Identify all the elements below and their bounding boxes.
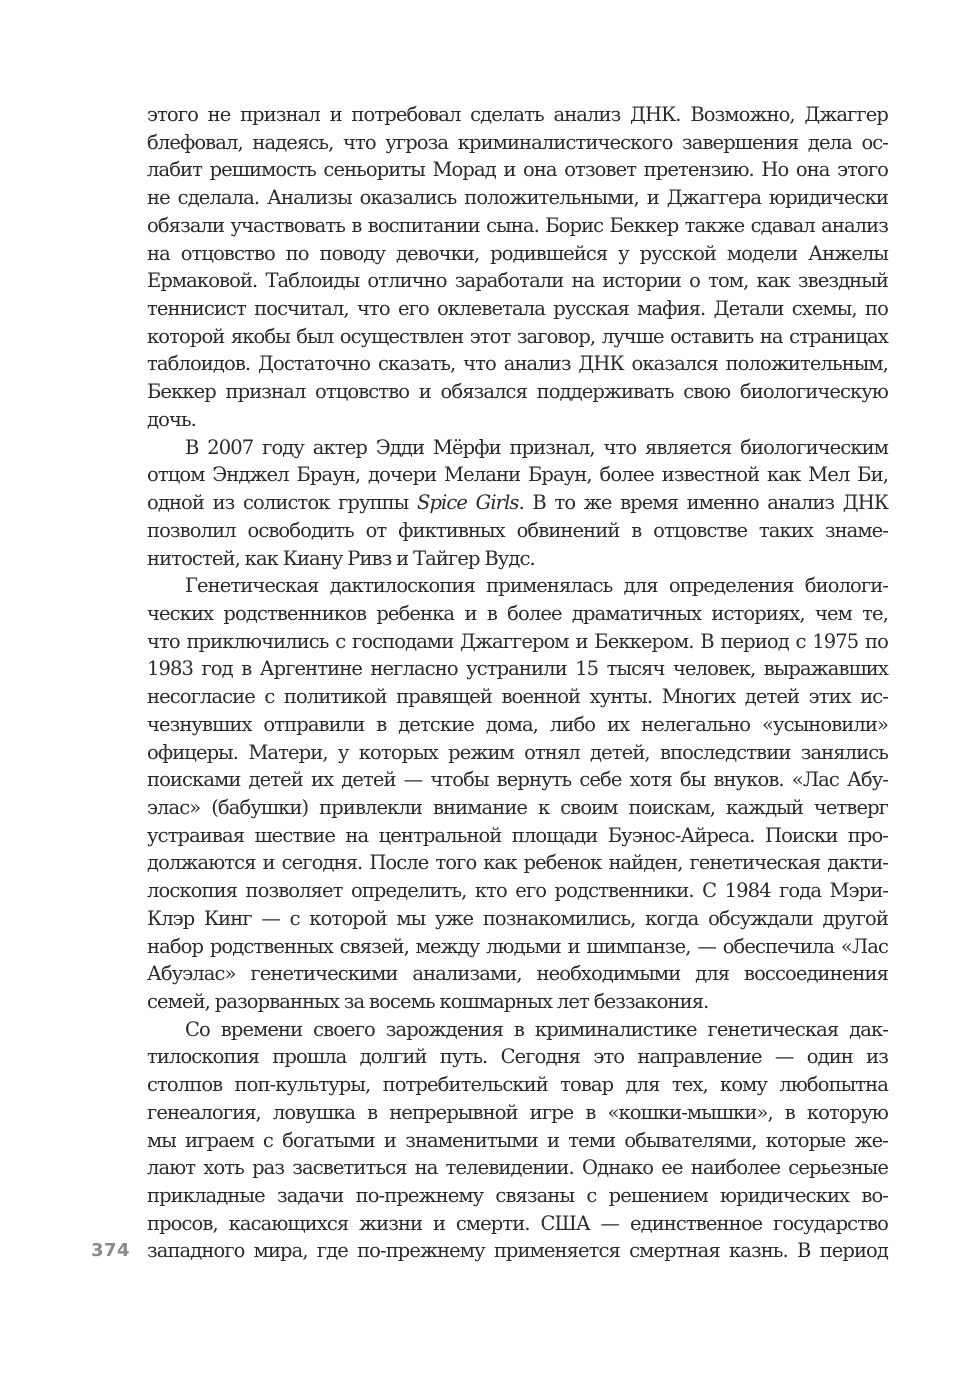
paragraph-4 [147, 1016, 888, 1265]
text-line: чезнувших отправили в детские дома, либо их нелегально «усыновили» [147, 712, 888, 736]
text-line: должаются и сегодня. После того как ребенок найден, генетическая дакти- [147, 851, 888, 875]
text-line: поисками детей их детей — чтобы вернуть себе хотя бы внуков. «Лас Абу- [147, 768, 888, 792]
text-line: столпов поп-культуры, потребительский товар для тех, кому любопытна [147, 1073, 888, 1097]
text-line: на отцовство по поводу девочки, родившейся у русской модели Анжелы [147, 241, 888, 265]
text-line: несогласие с политикой правящей военной хунты. Многих детей этих ис- [147, 685, 888, 709]
paragraph-2 [147, 434, 888, 573]
text-line: устраивая шествие на центральной площади Буэнос-Айреса. Поиски про- [147, 823, 888, 847]
text-line: набор родственных связей, между людьми и шимпанзе, — обеспечила «Лас [147, 934, 888, 958]
text-line: генеалогия, ловушка в непрерывной игре в «кошки-мышки», в которую [147, 1100, 888, 1124]
text-line: Со времени своего зарождения в криминалистике генетическая дак- [185, 1017, 888, 1041]
text-line: Абуэлас» генетическими анализами, необходимыми для воссоединения [147, 962, 888, 986]
text-line: Клэр Кинг — с которой мы уже познакомились, когда обсуждали другой [147, 906, 888, 930]
text-line: которой якобы был осуществлен этот заговор, лучше оставить на страницах [147, 324, 888, 348]
text-line: лоскопия позволяет определить, кто его родственники. С 1984 года Мэри- [147, 879, 888, 903]
text-line: 1983 год в Аргентине негласно устранили 15 тысяч человек, выражавших [147, 657, 888, 681]
text-line: офицеры. Матери, у которых режим отнял детей, впоследствии занялись [147, 740, 888, 764]
text-line: не сделала. Анализы оказались положительными, и Джаггера юридически [147, 186, 888, 210]
text-line: отцом Энджел Браун, дочери Мелани Браун, более известной как Мел Би, [147, 463, 888, 487]
text-line: этого не признал и потребовал сделать анализ ДНК. Возможно, Джаггер [147, 103, 888, 126]
text-segment: одной из солисток группы [147, 491, 417, 515]
text-line: блефовал, надеясь, что угроза криминалистического завершения дела ос- [147, 130, 888, 154]
text-line: В 2007 году актер Эдди Мёрфи признал, что является биологическим [185, 435, 888, 459]
text-line: мы играем с богатыми и знаменитыми и теми обывателями, которые же- [147, 1128, 888, 1152]
text-line: просов, касающихся жизни и смерти. США — единственное государство [147, 1211, 888, 1235]
text-line: Ермаковой. Таблоиды отлично заработали на истории о том, как звездный [147, 269, 888, 293]
text-line: лабит решимость сеньориты Морад и она отзовет претензию. Но она этого [147, 158, 888, 182]
text-line: обязали участвовать в воспитании сына. Борис Беккер также сдавал анализ [147, 213, 888, 237]
paragraph-1 [147, 101, 888, 434]
text-line: западного мира, где по-прежнему применяется смертная казнь. В период [147, 1239, 888, 1263]
text-line: таблоидов. Достаточно сказать, что анализ ДНК оказался положительным, [147, 352, 888, 376]
paragraph-3 [147, 572, 888, 1016]
text-line: нитостей, как Киану Ривз и Тайгер Вудс. [147, 546, 535, 570]
text-line: ческих родственников ребенка и в более драматичных историях, чем те, [147, 601, 888, 625]
text-line: тилоскопия прошла долгий путь. Сегодня это направление — один из [147, 1045, 888, 1069]
text-segment: . В то же время именно анализ ДНК [518, 491, 889, 515]
page-number: 374 [91, 1240, 131, 1261]
text-line: Генетическая дактилоскопия применялась для определения биологи- [185, 574, 888, 598]
text-line: Беккер признал отцовство и обязался поддерживать свою биологическую [147, 380, 888, 404]
text-line: лают хоть раз засветиться на телевидении. Однако ее наиболее серьезные [147, 1156, 888, 1180]
text-line: позволил освободить от фиктивных обвинений в отцовстве таких знаме- [147, 518, 888, 542]
text-line: семей, разорванных за восемь кошмарных лет беззакония. [147, 990, 709, 1013]
text-line: прикладные задачи по-прежнему связаны с решением юридических во- [147, 1184, 888, 1208]
text-line: элас» (бабушки) привлекли внимание к своим поискам, каждый четверг [147, 795, 888, 819]
text-line: теннисист посчитал, что его оклеветала русская мафия. Детали схемы, по [147, 297, 888, 321]
band-name-italic: Spice Girls [417, 491, 519, 515]
text-line: дочь. [147, 407, 196, 431]
text-line: что приключились с господами Джаггером и Беккером. В период с 1975 по [147, 629, 888, 653]
text-line-with-italic [147, 489, 888, 517]
body-text [147, 101, 888, 1265]
